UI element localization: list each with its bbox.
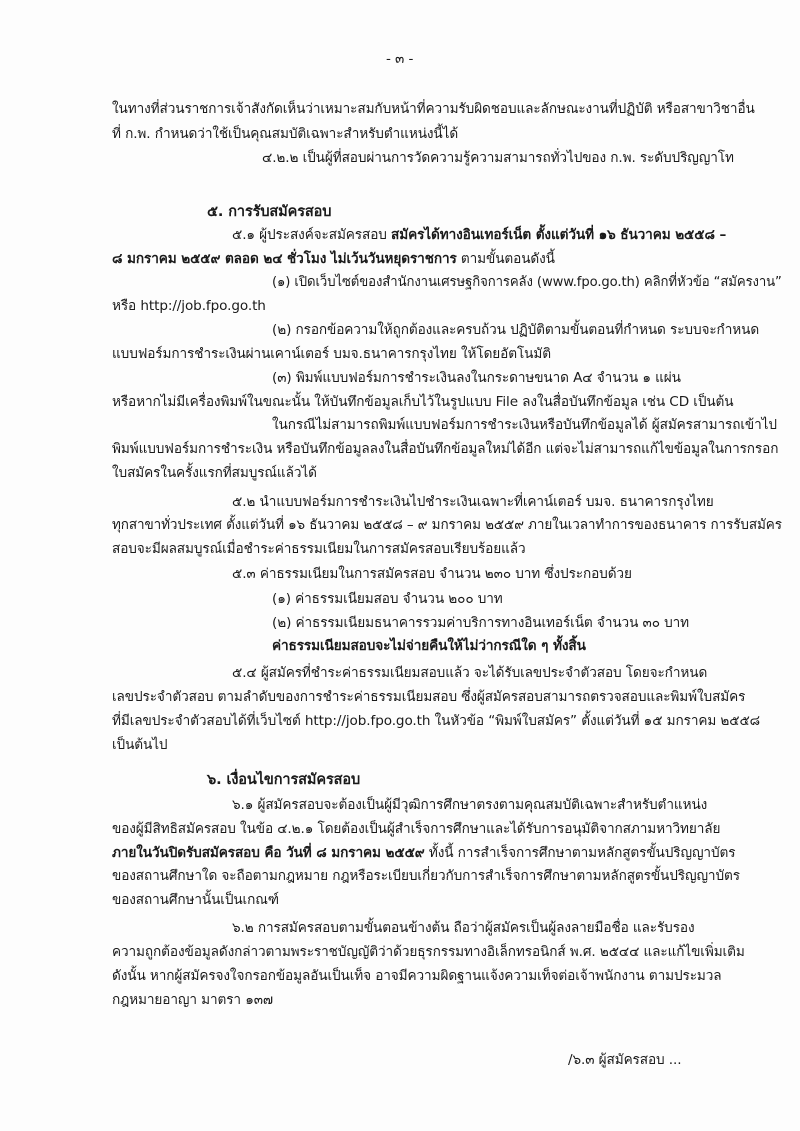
step-1-line: หรือ http://job.fpo.go.th <box>112 298 266 314</box>
item-6-1-line <box>112 844 735 862</box>
step-3-line: พิมพ์แบบฟอร์มการชำระเงิน หรือบันทึกข้อมูลลงในสื่อบันทึกข้อมูลใหม่ได้อีก แต่จะไม่สามารถแก้ไขข้อมูลในการกรอก <box>112 441 779 457</box>
item-6-2-line: ๖.๒ การสมัครสอบตามขั้นตอนข้างต้น ถือว่าผู้สมัครเป็นผู้ลงลายมือชื่อ และรับรอง <box>232 920 695 936</box>
item-6-1-line: ของสถานศึกษาใด จะถือตามกฎหมาย กฎหรือระเบียบเกี่ยวกับการสำเร็จการศึกษาตามหลักสูตรขั้นปริญญาบัตร <box>112 868 740 884</box>
section6-heading: ๖. เงื่อนไขการสมัครสอบ <box>207 772 361 788</box>
section4-text-line: ในทางที่ส่วนราชการเจ้าสังกัดเห็นว่าเหมาะสมกับหน้าที่ความรับผิดชอบและลักษณะงานที่ปฏิบัติ หรือสาขาวิชาอื่น <box>112 101 755 117</box>
item-5-4-line: ๕.๔ ผู้สมัครที่ชำระค่าธรรมเนียมสอบแล้ว จะได้รับเลขประจำตัวสอบ โดยจะกำหนด <box>232 665 708 681</box>
item-6-1-line: ของผู้มีสิทธิสมัครสอบ ในข้อ ๔.๒.๑ โดยต้องเป็นผู้สำเร็จการศึกษาและได้รับการอนุมัติจากสภามหาวิทยาลัย <box>112 821 721 837</box>
item-5-1-bold: ๘ มกราคม ๒๕๕๙ ตลอด ๒๔ ชั่วโมง ไม่เว้นวันหยุดราชการ <box>112 251 457 267</box>
item-5-4-line: ที่มีเลขประจำตัวสอบได้ที่เว็บไซต์ http://job.fpo.go.th ในหัวข้อ “พิมพ์ใบสมัคร” ตั้งแต่วันที่ ๑๕ มกราคม ๒๕๕๘ <box>112 713 761 729</box>
item-5-2-line: ทุกสาขาทั่วประเทศ ตั้งแต่วันที่ ๑๖ ธันวาคม ๒๕๕๘ – ๙ มกราคม ๒๕๕๙ ภายในเวลาทำการของธนาคาร การรับสมัคร <box>112 517 782 533</box>
step-3-line: หรือหากไม่มีเครื่องพิมพ์ในขณะนั้น ให้บันทึกข้อมูลเก็บไว้ในรูปแบบ File ลงในสื่อบันทึกข้อมูล เช่น CD เป็นต้น <box>112 394 734 410</box>
fee-item-1: (๑) ค่าธรรมเนียมสอบ จำนวน ๒๐๐ บาท <box>272 591 503 607</box>
page-number: - ๓ - <box>386 51 414 67</box>
step-1-line: (๑) เปิดเว็บไซต์ของสำนักงานเศรษฐกิจการคลัง (www.fpo.go.th) คลิกที่หัวข้อ “สมัครงาน” <box>272 274 782 290</box>
item-6-1-line: ๖.๑ ผู้สมัครสอบจะต้องเป็นผู้มีวุฒิการศึกษาตรงตามคุณสมบัติเฉพาะสำหรับตำแหน่ง <box>232 797 708 813</box>
step-3-line: (๓) พิมพ์แบบฟอร์มการชำระเงินลงในกระดาษขนาด A๔ จำนวน ๑ แผ่น <box>272 370 681 386</box>
item-5-3-line: ๕.๓ ค่าธรรมเนียมในการสมัครสอบ จำนวน ๒๓๐ บาท ซึ่งประกอบด้วย <box>232 566 632 582</box>
item-5-4-line: เป็นต้นไป <box>112 737 168 753</box>
item-5-1-line <box>112 250 555 268</box>
section4-item-4-2-2: ๔.๒.๒ เป็นผู้ที่สอบผ่านการวัดความรู้ความสามารถทั่วไปของ ก.พ. ระดับปริญญาโท <box>262 150 734 166</box>
item-6-2-line: ดังนั้น หากผู้สมัครจงใจกรอกข้อมูลอันเป็นเท็จ อาจมีความผิดฐานแจ้งความเท็จต่อเจ้าพนักงาน ตามประมวล <box>112 968 722 984</box>
step-2-line: (๒) กรอกข้อความให้ถูกต้องและครบถ้วน ปฏิบัติตามขั้นตอนที่กำหนด ระบบจะกำหนด <box>272 322 760 338</box>
step-2-line: แบบฟอร์มการชำระเงินผ่านเคาน์เตอร์ บมจ.ธนาคารกรุงไทย ให้โดยอัตโนมัติ <box>112 346 551 362</box>
fee-item-2: (๒) ค่าธรรมเนียมธนาคารรวมค่าบริการทางอินเทอร์เน็ต จำนวน ๓๐ บาท <box>272 615 690 631</box>
fee-note: ค่าธรรมเนียมสอบจะไม่จ่ายคืนให้ไม่ว่ากรณีใด ๆ ทั้งสิ้น <box>272 638 586 654</box>
item-6-1-line: ของสถานศึกษานั้นเป็นเกณฑ์ <box>112 892 279 908</box>
section4-text-line: ที่ ก.พ. กำหนดว่าใช้เป็นคุณสมบัติเฉพาะสำหรับตำแหน่งนี้ได้ <box>112 126 459 142</box>
item-6-1-bold: ภายในวันปิดรับสมัครสอบ คือ วันที่ ๘ มกราคม ๒๕๕๙ <box>112 845 425 861</box>
step-3-line: ในกรณีไม่สามารถพิมพ์แบบฟอร์มการชำระเงินหรือบันทึกข้อมูลได้ ผู้สมัครสามารถเข้าไป <box>272 417 777 433</box>
item-6-1-text: ทั้งนี้ การสำเร็จการศึกษาตามหลักสูตรขั้นปริญญาบัตร <box>424 845 736 861</box>
continuation-note: /๖.๓ ผู้สมัครสอบ ... <box>568 1052 682 1068</box>
item-5-2-line: สอบจะมีผลสมบูรณ์เมื่อชำระค่าธรรมเนียมในการสมัครสอบเรียบร้อยแล้ว <box>112 541 526 557</box>
step-3-line: ใบสมัครในครั้งแรกที่สมบูรณ์แล้วได้ <box>112 465 317 481</box>
item-5-1-bold: สมัครได้ทางอินเทอร์เน็ต ตั้งแต่วันที่ ๑๖ ธันวาคม ๒๕๕๘ – <box>391 227 727 243</box>
item-6-2-line: กฎหมายอาญา มาตรา ๑๓๗ <box>112 992 274 1008</box>
item-6-2-line: ความถูกต้องข้อมูลดังกล่าวตามพระราชบัญญัติว่าด้วยธุรกรรมทางอิเล็กทรอนิกส์ พ.ศ. ๒๕๔๔ และแก้ไขเพิ่มเติม <box>112 944 745 960</box>
item-5-1-line <box>232 226 726 244</box>
item-5-1-text: ๕.๑ ผู้ประสงค์จะสมัครสอบ <box>232 227 392 243</box>
item-5-1-text: ตามขั้นตอนดังนี้ <box>456 251 555 267</box>
item-5-4-line: เลขประจำตัวสอบ ตามลำดับของการชำระค่าธรรมเนียมสอบ ซึ่งผู้สมัครสอบสามารถตรวจสอบและพิมพ์ใบสมัคร <box>112 689 746 705</box>
item-5-2-line: ๕.๒ นำแบบฟอร์มการชำระเงินไปชำระเงินเฉพาะที่เคาน์เตอร์ บมจ. ธนาคารกรุงไทย <box>232 494 714 510</box>
section5-heading: ๕. การรับสมัครสอบ <box>207 204 332 220</box>
